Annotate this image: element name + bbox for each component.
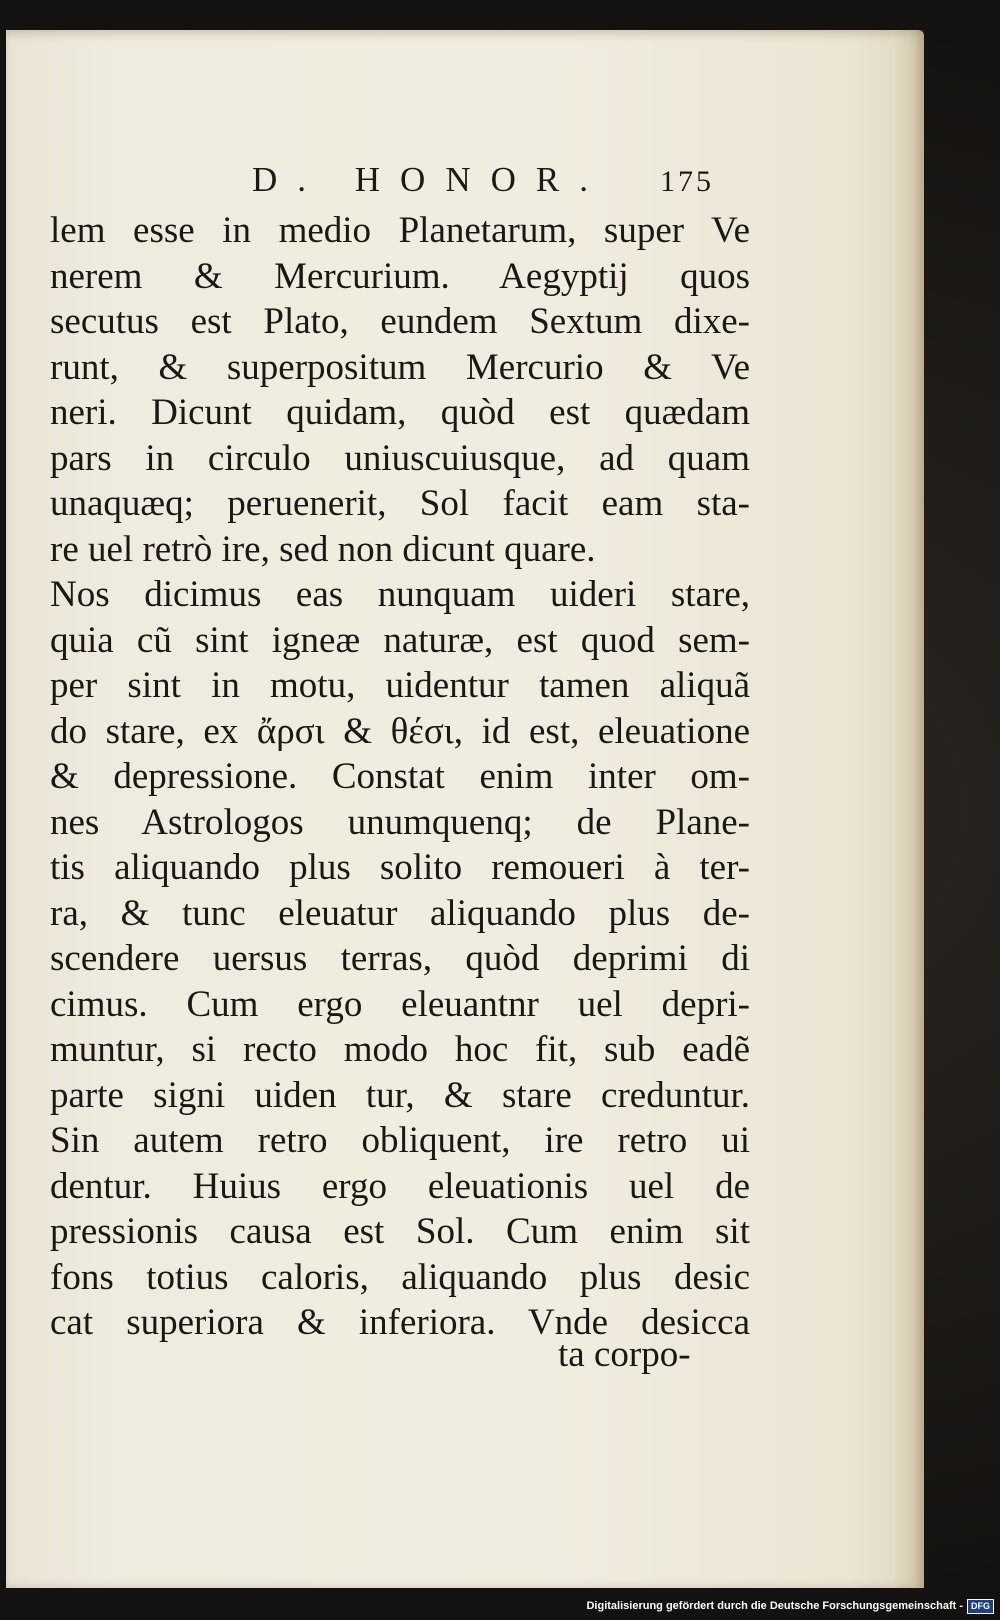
text-line: parte signi uiden tur, & stare creduntur. — [50, 1074, 750, 1116]
text-line: re uel retrò ire, sed non dicunt quare. — [50, 528, 596, 570]
text-line: scendere uersus terras, quòd deprimi di — [50, 938, 750, 979]
text-line: lem esse in medio Planetarum, super Ve — [50, 210, 750, 251]
text-line: dentur. Huius ergo eleuationis uel de — [50, 1165, 750, 1207]
text-line: tis aliquando plus solito remoueri à ter- — [50, 847, 750, 888]
digitization-credit — [586, 1598, 994, 1614]
text-line: neri. Dicunt quidam, quòd est quædam — [50, 392, 750, 433]
text-block — [50, 208, 750, 1346]
text-line: pars in circulo uniuscuiusque, ad quam — [50, 437, 750, 479]
running-head — [252, 158, 752, 202]
text-line: nerem & Mercurium. Aegyptij quos — [50, 255, 750, 297]
page-number: 175 — [660, 165, 714, 198]
text-line: & depressione. Constat enim inter om- — [50, 756, 750, 797]
dfg-logo: DFG — [967, 1599, 994, 1614]
text-line: cat superiora & inferiora. Vnde desicca — [50, 1302, 750, 1343]
credit-text: Digitalisierung gefördert durch die Deutsche Forschungsgemeinschaft - — [586, 1600, 963, 1612]
text-line: unaquæq; peruenerit, Sol facit eam sta- — [50, 483, 750, 524]
text-line: do stare, ex ἄρσι & θέσι, id est, eleuatione — [50, 710, 750, 752]
text-line: Sin autem retro obliquent, ire retro ui — [50, 1120, 750, 1161]
text-line: fons totius caloris, aliquando plus desic — [50, 1256, 750, 1298]
text-line: cimus. Cum ergo eleuantnr uel depri- — [50, 983, 750, 1025]
text-line: runt, & superpositum Mercurio & Ve — [50, 346, 750, 388]
text-line: Nos dicimus eas nunquam uideri stare, — [50, 574, 750, 615]
text-line: pressionis causa est Sol. Cum enim sit — [50, 1211, 750, 1252]
book-page — [6, 30, 924, 1588]
text-line: quia cũ sint igneæ naturæ, est quod sem- — [50, 619, 750, 661]
catchword: ta corpo- — [558, 1334, 691, 1375]
text-line: ra, & tunc eleuatur aliquando plus de- — [50, 892, 750, 934]
text-line: secutus est Plato, eundem Sextum dixe- — [50, 301, 750, 342]
text-line: nes Astrologos unumquenq; de Plane- — [50, 801, 750, 843]
text-line: per sint in motu, uidentur tamen aliquã — [50, 665, 750, 706]
text-line: muntur, si recto modo hoc fit, sub eadẽ — [50, 1029, 750, 1070]
running-title: D. HONOR. — [252, 160, 608, 199]
